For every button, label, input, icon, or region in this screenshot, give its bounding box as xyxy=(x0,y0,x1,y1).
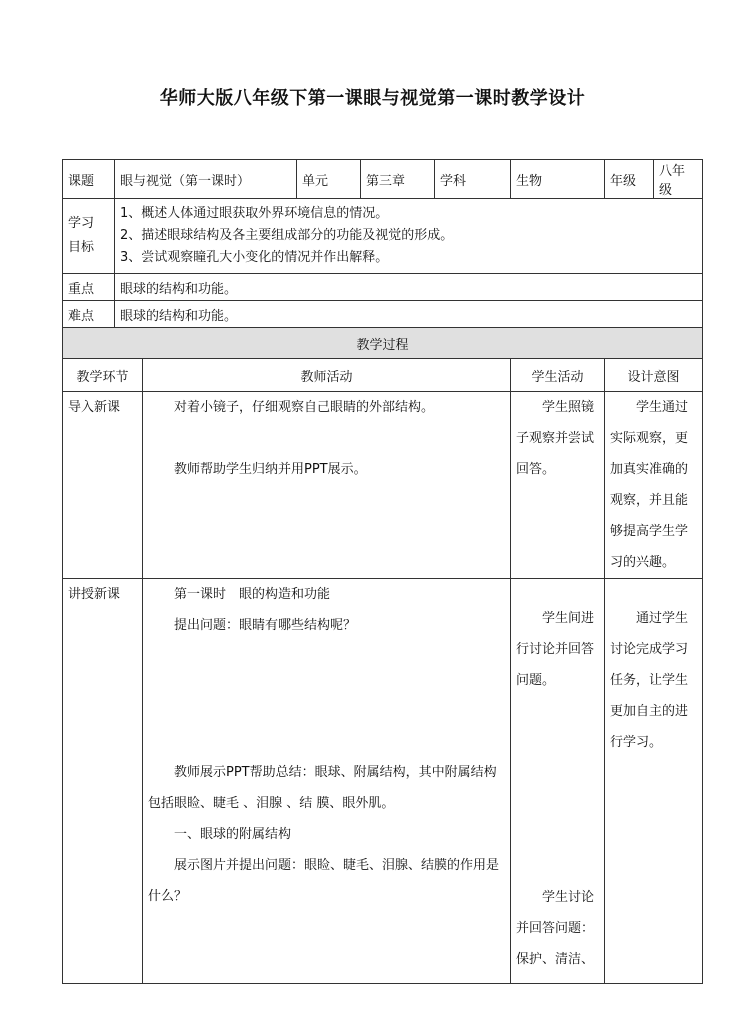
grade-value: 八年级 xyxy=(654,160,703,199)
column-header-row xyxy=(63,359,703,392)
key-point-row xyxy=(63,274,703,301)
col-header-design: 设计意图 xyxy=(605,359,703,392)
intro-row xyxy=(63,392,703,579)
lecture-teacher-line-2: 提出问题：眼睛有哪些结构呢？ xyxy=(174,618,357,633)
goals-label-line-1: 学习 xyxy=(68,216,95,231)
key-point-value: 眼球的结构和功能。 xyxy=(115,274,703,301)
topic-label: 课题 xyxy=(63,160,115,199)
goal-item: 1、概述人体通过眼获取外界环境信息的情况。 xyxy=(120,206,389,221)
col-header-teacher: 教师活动 xyxy=(143,359,511,392)
lecture-row xyxy=(63,579,703,984)
goal-item: 3、尝试观察瞳孔大小变化的情况并作出解释。 xyxy=(120,250,389,265)
lecture-teacher xyxy=(143,579,511,984)
unit-label: 单元 xyxy=(297,160,361,199)
goals-label-line-2: 目标 xyxy=(68,240,95,255)
lesson-plan-table xyxy=(62,159,703,984)
intro-teacher-line-2: 教师帮助学生归纳并用PPT展示。 xyxy=(174,462,367,477)
lecture-teacher-line-3: 教师展示PPT帮助总结：眼球、附属结构，其中附属结构包括眼睑、睫毛 、泪腺 、结 膜、眼外肌。 xyxy=(148,765,497,811)
grade-label: 年级 xyxy=(605,160,654,199)
subject-value: 生物 xyxy=(511,160,605,199)
difficulty-value: 眼球的结构和功能。 xyxy=(115,301,703,328)
lecture-design-text: 通过学生讨论完成学习任务，让学生更加自主的进行学习。 xyxy=(610,611,689,750)
intro-student: 学生照镜子观察并尝试回答。 xyxy=(511,392,605,579)
lecture-teacher-line-4: 一、眼球的附属结构 xyxy=(174,827,292,842)
lecture-student-2: 学生讨论并回答问题：保护、清洁、 xyxy=(516,890,595,967)
key-point-label: 重点 xyxy=(63,274,115,301)
intro-teacher-line-1: 对着小镜子，仔细观察自己眼睛的外部结构。 xyxy=(174,400,435,415)
lecture-teacher-line-5: 展示图片并提出问题：眼睑、睫毛、泪腺、结膜的作用是什么？ xyxy=(148,858,500,904)
subject-label: 学科 xyxy=(435,160,511,199)
col-header-stage: 教学环节 xyxy=(63,359,143,392)
col-header-student: 学生活动 xyxy=(511,359,605,392)
lecture-student xyxy=(511,579,605,984)
lecture-student-1: 学生间进行讨论并回答问题。 xyxy=(516,611,595,688)
process-header-row xyxy=(63,328,703,359)
process-header: 教学过程 xyxy=(63,328,703,359)
intro-stage: 导入新课 xyxy=(63,392,143,579)
difficulty-label: 难点 xyxy=(63,301,115,328)
topic-value: 眼与视觉（第一课时） xyxy=(115,160,297,199)
difficulty-row xyxy=(63,301,703,328)
info-row xyxy=(63,160,703,199)
intro-teacher xyxy=(143,392,511,579)
lecture-design xyxy=(605,579,703,984)
goals-label xyxy=(63,199,115,274)
unit-value: 第三章 xyxy=(361,160,435,199)
goals-row xyxy=(63,199,703,274)
goals-content xyxy=(115,199,703,274)
intro-design: 学生通过实际观察，更加真实准确的观察，并且能够提高学生学习的兴趣。 xyxy=(605,392,703,579)
lecture-teacher-line-1: 第一课时 眼的构造和功能 xyxy=(174,587,331,602)
lecture-stage: 讲授新课 xyxy=(63,579,143,984)
goal-item: 2、描述眼球结构及各主要组成部分的功能及视觉的形成。 xyxy=(120,228,454,243)
page-title: 华师大版八年级下第一课眼与视觉第一课时教学设计 xyxy=(159,88,586,109)
